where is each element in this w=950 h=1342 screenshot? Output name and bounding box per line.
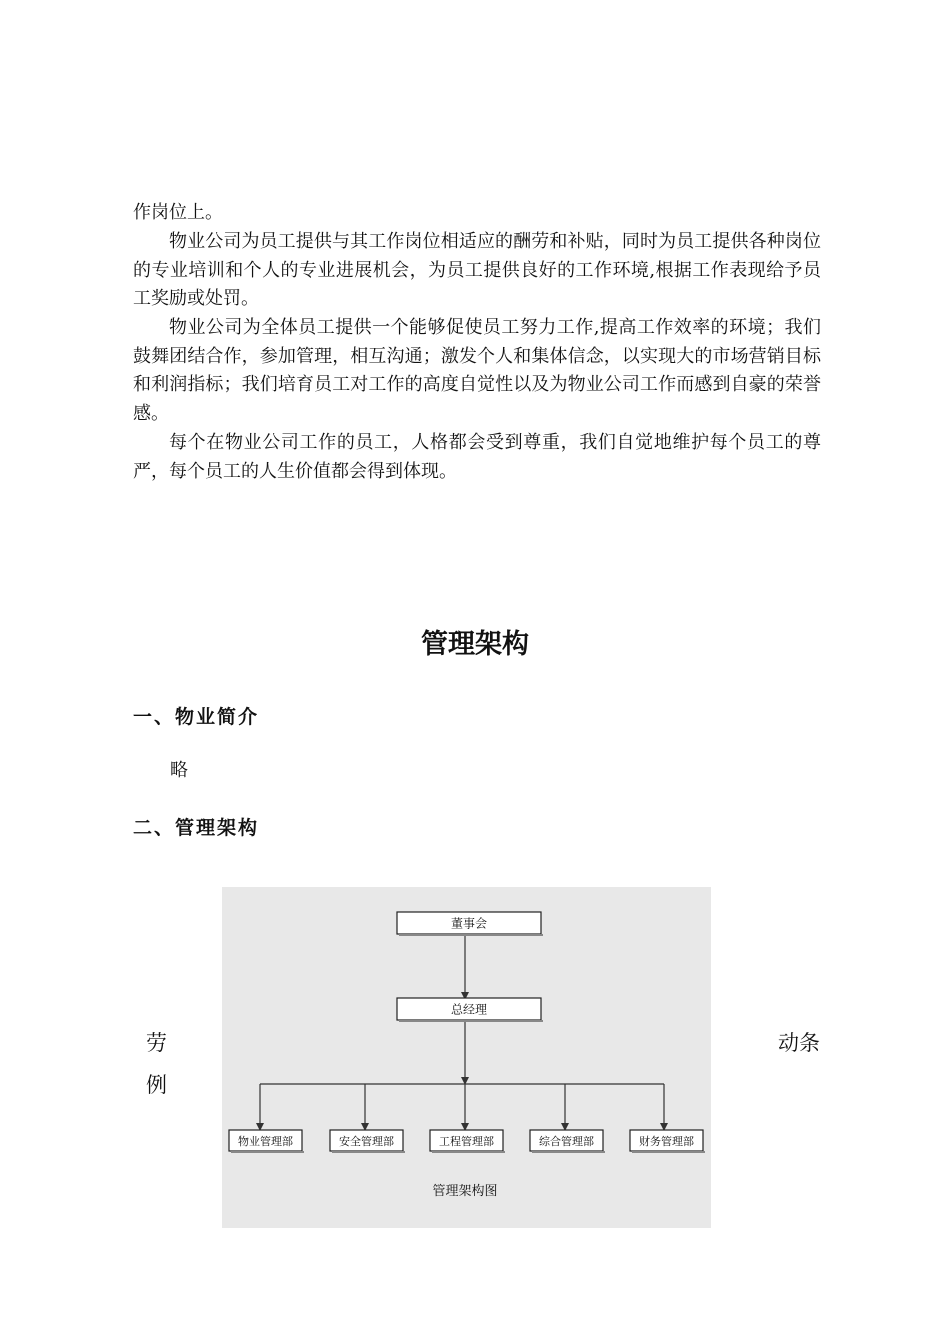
- section-heading-structure: 二、管理架构: [133, 817, 260, 839]
- org-node-root-label: 董事会: [450, 916, 488, 931]
- org-node-dept-4: [530, 1130, 605, 1153]
- side-text-left-bottom: 例: [146, 1073, 167, 1097]
- org-node-dept-2: [330, 1130, 405, 1153]
- org-node-dept-5-label: 财务管理部: [639, 1135, 694, 1148]
- paragraph-respect: 每个在物业公司工作的员工，人格都会受到尊重，我们自觉地维护每个员工的尊严，每个员工的人生价值都会得到体现。: [133, 432, 821, 482]
- org-chart: [222, 887, 711, 1228]
- paragraph-environment: 物业公司为全体员工提供一个能够促使员工努力工作,提高工作效率的环境；我们鼓舞团结合作，参加管理，相互沟通；激发个人和集体信念，以实现大的市场营销目标和利润指标；我们培育员工对工作的高度自觉性以及为物业公司工作而感到自豪的荣誉感。: [133, 317, 821, 424]
- side-text-left-top: 劳: [146, 1031, 167, 1055]
- org-node-dept-4-label: 综合管理部: [539, 1135, 594, 1148]
- org-node-dept-1: [229, 1130, 304, 1153]
- section-body-intro: 略: [170, 760, 188, 781]
- paragraph-continuation: 作岗位上。: [133, 202, 223, 223]
- org-chart-caption: 管理架构图: [432, 1184, 498, 1199]
- org-node-dept-2-label: 安全管理部: [339, 1135, 394, 1148]
- org-connectors: [260, 934, 664, 1127]
- org-node-dept-3-label: 工程管理部: [439, 1135, 494, 1148]
- org-node-manager: [397, 998, 543, 1022]
- side-text-right-top: 动条: [778, 1031, 820, 1055]
- org-node-dept-5: [630, 1130, 705, 1153]
- section-heading-intro: 一、物业简介: [133, 706, 260, 728]
- org-node-dept-1-label: 物业管理部: [238, 1135, 293, 1148]
- org-node-dept-3: [430, 1130, 505, 1153]
- paragraph-compensation: 物业公司为员工提供与其工作岗位相适应的酬劳和补贴，同时为员工提供各种岗位的专业培训和个人的专业进展机会，为员工提供良好的工作环境,根据工作表现给予员工奖励或处罚。: [133, 231, 821, 310]
- org-node-manager-label: 总经理: [450, 1002, 488, 1017]
- org-node-root: [397, 912, 543, 936]
- page-title: 管理架构: [421, 629, 529, 660]
